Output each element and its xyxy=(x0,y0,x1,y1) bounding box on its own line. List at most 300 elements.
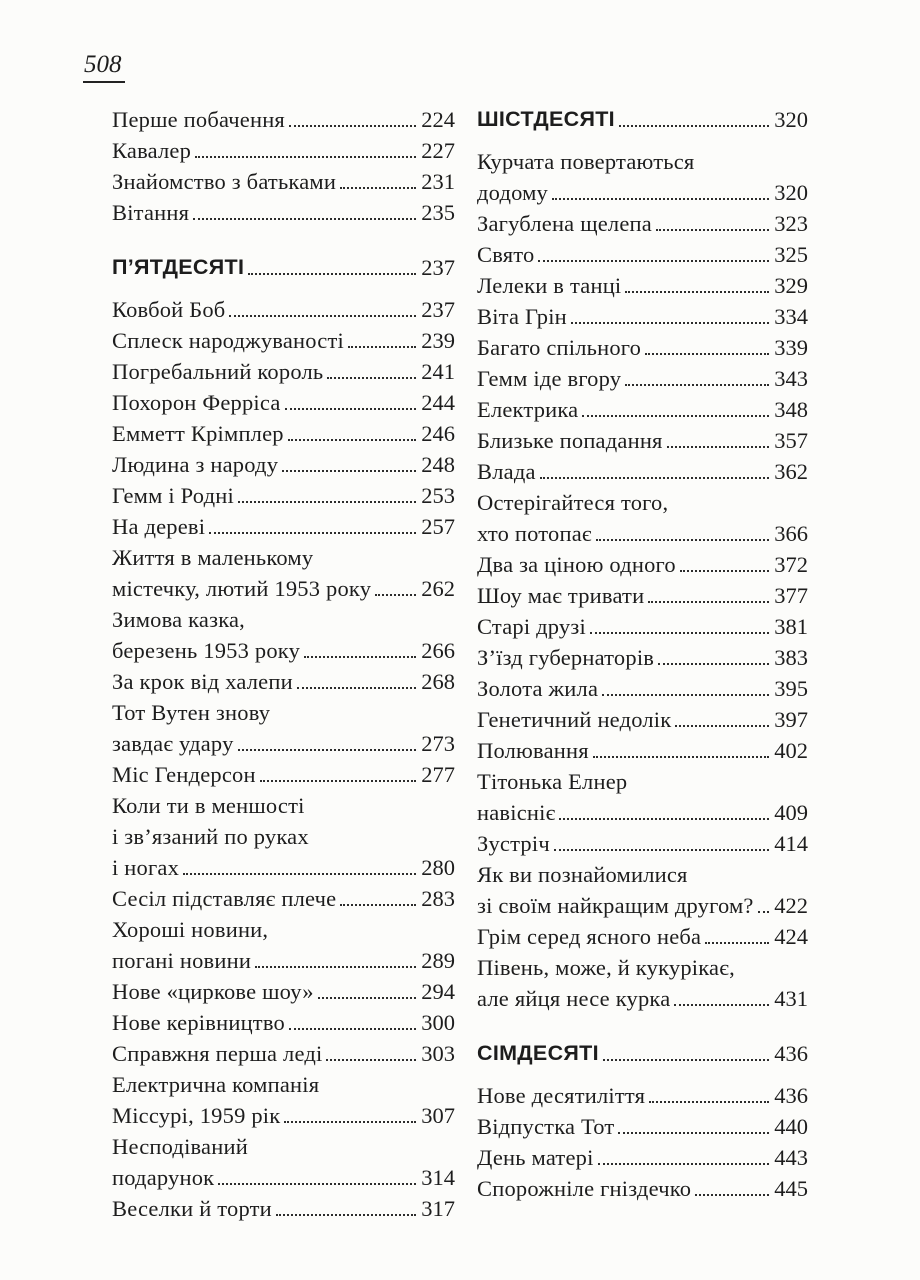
toc-line xyxy=(477,766,808,797)
toc-line xyxy=(477,208,808,239)
toc-title-text: Віта Грін xyxy=(477,304,567,329)
toc-title-text: Електрика xyxy=(477,397,579,422)
toc-entry xyxy=(477,363,808,394)
toc-page-number: 414 xyxy=(774,831,808,856)
toc-line xyxy=(477,704,808,735)
toc-line xyxy=(477,611,808,642)
toc-title-text: Лелеки в танці xyxy=(477,273,622,298)
dot-leader xyxy=(338,883,418,914)
dot-leader xyxy=(550,177,771,208)
toc-page-number: 377 xyxy=(774,583,808,608)
toc-title-text: додому xyxy=(477,180,549,205)
toc-line xyxy=(477,735,808,766)
toc-title-text: Справжня перша леді xyxy=(112,1041,323,1066)
dot-leader xyxy=(646,580,771,611)
toc-line xyxy=(112,883,455,914)
toc-page-number: 268 xyxy=(421,669,455,694)
toc-entry xyxy=(477,735,808,766)
dot-leader xyxy=(287,1007,418,1038)
toc-title-text: Два за ціною одного xyxy=(477,552,676,577)
toc-entry xyxy=(477,1080,808,1111)
toc-entry xyxy=(477,952,808,1014)
toc-title-text: Емметт Крімплер xyxy=(112,421,284,446)
dot-leader xyxy=(193,135,418,166)
toc-entry xyxy=(112,790,455,883)
toc-title-text: Генетичний недолік xyxy=(477,707,672,732)
toc-page-number: 253 xyxy=(421,483,455,508)
dot-leader xyxy=(600,673,771,704)
toc-title-text: Ковбой Боб xyxy=(112,297,226,322)
dot-leader xyxy=(693,1173,771,1204)
toc-line xyxy=(112,418,455,449)
toc-line xyxy=(477,425,808,456)
toc-page-number: 383 xyxy=(774,645,808,670)
dot-leader xyxy=(286,418,419,449)
toc-entry xyxy=(477,208,808,239)
toc-entry xyxy=(112,542,455,604)
toc-line xyxy=(477,456,808,487)
toc-page-number: 436 xyxy=(774,1083,808,1108)
toc-line xyxy=(112,356,455,387)
toc-page-number: 273 xyxy=(421,731,455,756)
toc-title-text: Коли ти в меншості xyxy=(112,793,305,818)
toc-line xyxy=(112,914,455,945)
toc-page-number: 227 xyxy=(421,138,455,163)
dot-leader xyxy=(287,104,418,135)
toc-column-left xyxy=(112,104,455,1224)
toc-title-text: Нове керівництво xyxy=(112,1010,285,1035)
dot-leader xyxy=(672,983,771,1014)
toc-page-number: 329 xyxy=(774,273,808,298)
toc-entry xyxy=(477,239,808,270)
toc-page-number: 320 xyxy=(774,107,808,132)
toc-page-number: 397 xyxy=(774,707,808,732)
toc-title-text: За крок від халепи xyxy=(112,669,293,694)
toc-page-number: 266 xyxy=(421,638,455,663)
dot-leader xyxy=(346,325,418,356)
toc-page-number: 257 xyxy=(421,514,455,539)
dot-leader xyxy=(616,1111,771,1142)
toc-page-number: 303 xyxy=(421,1041,455,1066)
toc-line xyxy=(112,852,455,883)
toc-entry xyxy=(112,356,455,387)
toc-column-right xyxy=(477,104,808,1224)
toc-line xyxy=(112,1131,455,1162)
toc-entry xyxy=(477,673,808,704)
toc-entry xyxy=(112,976,455,1007)
toc-entry xyxy=(477,394,808,425)
toc-title-text: Старі друзі xyxy=(477,614,586,639)
toc-page-number: 431 xyxy=(774,986,808,1011)
toc-entry xyxy=(477,859,808,921)
toc-page-number: 443 xyxy=(774,1145,808,1170)
toc-page-number: 314 xyxy=(421,1165,455,1190)
dot-leader xyxy=(617,104,771,135)
toc-entry xyxy=(112,1007,455,1038)
toc-entry xyxy=(112,883,455,914)
dot-leader xyxy=(601,1038,771,1069)
toc-page-number: 323 xyxy=(774,211,808,236)
toc-page-number: 339 xyxy=(774,335,808,360)
toc-title-text: П’ЯТДЕСЯТІ xyxy=(112,255,245,279)
toc-title-text: Тот Вутен знову xyxy=(112,700,271,725)
dot-leader xyxy=(316,976,419,1007)
toc-page-number: 277 xyxy=(421,762,455,787)
dot-leader xyxy=(236,728,419,759)
toc-title-text: подарунок xyxy=(112,1165,215,1190)
toc-line xyxy=(477,890,808,921)
toc-line xyxy=(477,146,808,177)
toc-line xyxy=(477,1111,808,1142)
toc-line xyxy=(112,166,455,197)
toc-page-number: 325 xyxy=(774,242,808,267)
dot-leader xyxy=(656,642,771,673)
toc-entry xyxy=(112,387,455,418)
toc-page-number: 300 xyxy=(421,1010,455,1035)
toc-page-number: 436 xyxy=(774,1041,808,1066)
toc-title-text: Кавалер xyxy=(112,138,192,163)
dot-leader xyxy=(338,166,418,197)
toc-line xyxy=(112,666,455,697)
toc-page-number: 395 xyxy=(774,676,808,701)
toc-title-text: Спорожніле гніздечко xyxy=(477,1176,692,1201)
toc-line xyxy=(477,104,808,135)
toc-line xyxy=(112,542,455,573)
toc-page-number: 424 xyxy=(774,924,808,949)
toc-page-number: 237 xyxy=(421,255,455,280)
toc-entry xyxy=(112,325,455,356)
toc-line xyxy=(477,1142,808,1173)
toc-title-text: погані новини xyxy=(112,948,252,973)
toc-section-heading xyxy=(477,104,808,135)
toc-page-number: 246 xyxy=(421,421,455,446)
dot-leader xyxy=(207,511,418,542)
toc-title-text: Гемм іде вгору xyxy=(477,366,622,391)
toc-page-number: 289 xyxy=(421,948,455,973)
toc-title-text: Як ви познайомилися xyxy=(477,862,688,887)
toc-line xyxy=(112,104,455,135)
toc-entry xyxy=(112,759,455,790)
toc-page-number: 334 xyxy=(774,304,808,329)
dot-leader xyxy=(756,890,772,921)
toc-title-text: але яйця несе курка xyxy=(477,986,671,1011)
toc-line xyxy=(112,1193,455,1224)
toc-line xyxy=(112,1162,455,1193)
toc-page-number: 409 xyxy=(774,800,808,825)
toc-line xyxy=(477,828,808,859)
dot-leader xyxy=(373,573,418,604)
toc-entry xyxy=(112,449,455,480)
toc-entry xyxy=(112,1131,455,1193)
toc-line xyxy=(477,239,808,270)
toc-title-text: Грім серед ясного неба xyxy=(477,924,702,949)
dot-leader xyxy=(324,1038,418,1069)
toc-line xyxy=(477,363,808,394)
dot-leader xyxy=(253,945,418,976)
toc-page-number: 244 xyxy=(421,390,455,415)
toc-line xyxy=(477,642,808,673)
toc-line xyxy=(477,580,808,611)
dot-leader xyxy=(280,449,418,480)
toc-entry xyxy=(477,642,808,673)
dot-leader xyxy=(246,252,418,283)
toc-title-text: Знайомство з батьками xyxy=(112,169,337,194)
toc-page-number: 343 xyxy=(774,366,808,391)
toc-entry xyxy=(477,766,808,828)
toc-line xyxy=(112,945,455,976)
toc-line xyxy=(477,518,808,549)
toc-page-number: 366 xyxy=(774,521,808,546)
toc-title-text: День матері xyxy=(477,1145,594,1170)
toc-title-text: Остерігайтеся того, xyxy=(477,490,669,515)
dot-leader xyxy=(594,518,771,549)
toc-entry xyxy=(477,456,808,487)
toc-page-number: 317 xyxy=(421,1196,455,1221)
toc-line xyxy=(477,549,808,580)
toc-entry xyxy=(112,418,455,449)
toc-line xyxy=(112,449,455,480)
toc-line xyxy=(112,728,455,759)
toc-entry xyxy=(112,104,455,135)
table-of-contents xyxy=(112,104,808,1224)
toc-title-text: завдає удару xyxy=(112,731,234,756)
toc-title-text: березень 1953 року xyxy=(112,638,301,663)
toc-line xyxy=(112,697,455,728)
toc-page-number: 224 xyxy=(421,107,455,132)
toc-entry xyxy=(477,1142,808,1173)
dot-leader xyxy=(227,294,418,325)
toc-line xyxy=(477,1038,808,1069)
toc-line xyxy=(112,197,455,228)
toc-page-number: 248 xyxy=(421,452,455,477)
toc-line xyxy=(112,635,455,666)
toc-line xyxy=(477,270,808,301)
toc-title-text: зі своїм найкращим другом? xyxy=(477,893,754,918)
toc-line xyxy=(112,821,455,852)
toc-entry xyxy=(477,580,808,611)
toc-title-text: хто потопає xyxy=(477,521,592,546)
toc-title-text: Вітання xyxy=(112,200,190,225)
dot-leader xyxy=(181,852,418,883)
dot-leader xyxy=(678,549,771,580)
toc-entry xyxy=(112,1069,455,1131)
toc-entry xyxy=(477,828,808,859)
toc-title-text: ШІСТДЕСЯТІ xyxy=(477,107,615,131)
toc-entry xyxy=(112,511,455,542)
toc-page-number: 237 xyxy=(421,297,455,322)
toc-entry xyxy=(112,197,455,228)
toc-entry xyxy=(112,480,455,511)
toc-title-text: і зв’язаний по руках xyxy=(112,824,309,849)
dot-leader xyxy=(295,666,418,697)
toc-entry xyxy=(477,487,808,549)
toc-title-text: Тітонька Елнер xyxy=(477,769,628,794)
toc-title-text: На дереві xyxy=(112,514,206,539)
toc-page-number: 372 xyxy=(774,552,808,577)
toc-line xyxy=(112,135,455,166)
toc-title-text: Золота жила xyxy=(477,676,599,701)
toc-title-text: Відпустка Тот xyxy=(477,1114,615,1139)
toc-entry xyxy=(112,697,455,759)
toc-entry xyxy=(477,146,808,208)
toc-line xyxy=(112,604,455,635)
toc-page-number: 320 xyxy=(774,180,808,205)
toc-entry xyxy=(477,921,808,952)
toc-entry xyxy=(112,1038,455,1069)
dot-leader xyxy=(283,387,419,418)
toc-page-number: 280 xyxy=(421,855,455,880)
dot-leader xyxy=(191,197,418,228)
toc-line xyxy=(477,1080,808,1111)
toc-line xyxy=(477,921,808,952)
toc-line xyxy=(112,976,455,1007)
toc-entry xyxy=(477,549,808,580)
toc-title-text: Сплеск народжуваності xyxy=(112,328,344,353)
toc-page-number: 241 xyxy=(421,359,455,384)
dot-leader xyxy=(552,828,771,859)
toc-line xyxy=(477,487,808,518)
toc-line xyxy=(112,1007,455,1038)
toc-title-text: Полювання xyxy=(477,738,589,763)
toc-line xyxy=(112,790,455,821)
toc-title-text: Зимова казка, xyxy=(112,607,246,632)
toc-entry xyxy=(112,914,455,976)
toc-page-number: 348 xyxy=(774,397,808,422)
toc-entry xyxy=(112,294,455,325)
dot-leader xyxy=(282,1100,418,1131)
toc-title-text: Міссурі, 1959 рік xyxy=(112,1103,281,1128)
toc-title-text: Нове «циркове шоу» xyxy=(112,979,314,1004)
toc-line xyxy=(112,1069,455,1100)
toc-page-number: 294 xyxy=(421,979,455,1004)
dot-leader xyxy=(673,704,771,735)
toc-page-number: 235 xyxy=(421,200,455,225)
toc-page-number: 445 xyxy=(774,1176,808,1201)
toc-page-number: 357 xyxy=(774,428,808,453)
dot-leader xyxy=(623,363,771,394)
toc-line xyxy=(477,332,808,363)
toc-title-text: Погребальний король xyxy=(112,359,324,384)
toc-title-text: Електрична компанія xyxy=(112,1072,320,1097)
page-number: 508 xyxy=(83,50,125,83)
toc-line xyxy=(477,673,808,704)
toc-entry xyxy=(477,1173,808,1204)
toc-page-number: 402 xyxy=(774,738,808,763)
dot-leader xyxy=(588,611,771,642)
toc-page-number: 307 xyxy=(421,1103,455,1128)
toc-title-text: Загублена щелепа xyxy=(477,211,652,236)
toc-title-text: Хороші новини, xyxy=(112,917,269,942)
dot-leader xyxy=(643,332,771,363)
dot-leader xyxy=(216,1162,418,1193)
dot-leader xyxy=(580,394,771,425)
dot-leader xyxy=(538,456,772,487)
dot-leader xyxy=(557,797,771,828)
toc-page-number: 239 xyxy=(421,328,455,353)
toc-title-text: Влада xyxy=(477,459,536,484)
toc-title-text: Зустріч xyxy=(477,831,550,856)
dot-leader xyxy=(536,239,771,270)
dot-leader xyxy=(647,1080,771,1111)
dot-leader xyxy=(258,759,418,790)
toc-title-text: Багато спільного xyxy=(477,335,642,360)
toc-line xyxy=(112,325,455,356)
toc-line xyxy=(477,177,808,208)
toc-entry xyxy=(112,135,455,166)
toc-line xyxy=(112,511,455,542)
toc-line xyxy=(477,301,808,332)
toc-page-number: 381 xyxy=(774,614,808,639)
toc-title-text: Людина з народу xyxy=(112,452,279,477)
toc-line xyxy=(477,952,808,983)
toc-entry xyxy=(477,1111,808,1142)
toc-line xyxy=(477,797,808,828)
toc-line xyxy=(477,394,808,425)
toc-page-number: 231 xyxy=(421,169,455,194)
toc-line xyxy=(477,1173,808,1204)
toc-section-heading xyxy=(112,252,455,283)
toc-line xyxy=(112,387,455,418)
toc-title-text: Шоу має тривати xyxy=(477,583,645,608)
toc-entry xyxy=(112,166,455,197)
toc-title-text: Курчата повертаються xyxy=(477,149,695,174)
toc-line xyxy=(477,859,808,890)
dot-leader xyxy=(274,1193,418,1224)
toc-entry xyxy=(477,332,808,363)
toc-line xyxy=(112,573,455,604)
toc-entry xyxy=(112,666,455,697)
dot-leader xyxy=(591,735,771,766)
toc-page-number: 422 xyxy=(774,893,808,918)
toc-title-text: Півень, може, й кукурікає, xyxy=(477,955,735,980)
dot-leader xyxy=(569,301,771,332)
toc-title-text: Перше побачення xyxy=(112,107,285,132)
toc-title-text: Гемм і Родні xyxy=(112,483,234,508)
toc-title-text: Несподіваний xyxy=(112,1134,248,1159)
dot-leader xyxy=(596,1142,772,1173)
toc-title-text: Життя в маленькому xyxy=(112,545,314,570)
toc-title-text: і ногах xyxy=(112,855,180,880)
toc-title-text: містечку, лютий 1953 року xyxy=(112,576,372,601)
toc-line xyxy=(112,759,455,790)
dot-leader xyxy=(302,635,418,666)
toc-title-text: Міс Гендерсон xyxy=(112,762,256,787)
toc-entry xyxy=(477,704,808,735)
toc-section-heading xyxy=(477,1038,808,1069)
toc-title-text: Близьке попадання xyxy=(477,428,663,453)
toc-title-text: навісніє xyxy=(477,800,556,825)
toc-page-number: 362 xyxy=(774,459,808,484)
toc-entry xyxy=(477,270,808,301)
toc-line xyxy=(112,252,455,283)
dot-leader xyxy=(703,921,771,952)
toc-title-text: Свято xyxy=(477,242,535,267)
dot-leader xyxy=(623,270,771,301)
toc-line xyxy=(112,1038,455,1069)
toc-page-number: 262 xyxy=(421,576,455,601)
toc-title-text: З’їзд губернаторів xyxy=(477,645,655,670)
toc-title-text: СІМДЕСЯТІ xyxy=(477,1041,599,1065)
dot-leader xyxy=(665,425,772,456)
toc-page-number: 440 xyxy=(774,1114,808,1139)
toc-title-text: Похорон Ферріса xyxy=(112,390,281,415)
toc-line xyxy=(112,294,455,325)
toc-line xyxy=(112,1100,455,1131)
toc-entry xyxy=(477,301,808,332)
dot-leader xyxy=(236,480,418,511)
dot-leader xyxy=(325,356,418,387)
toc-entry xyxy=(477,611,808,642)
